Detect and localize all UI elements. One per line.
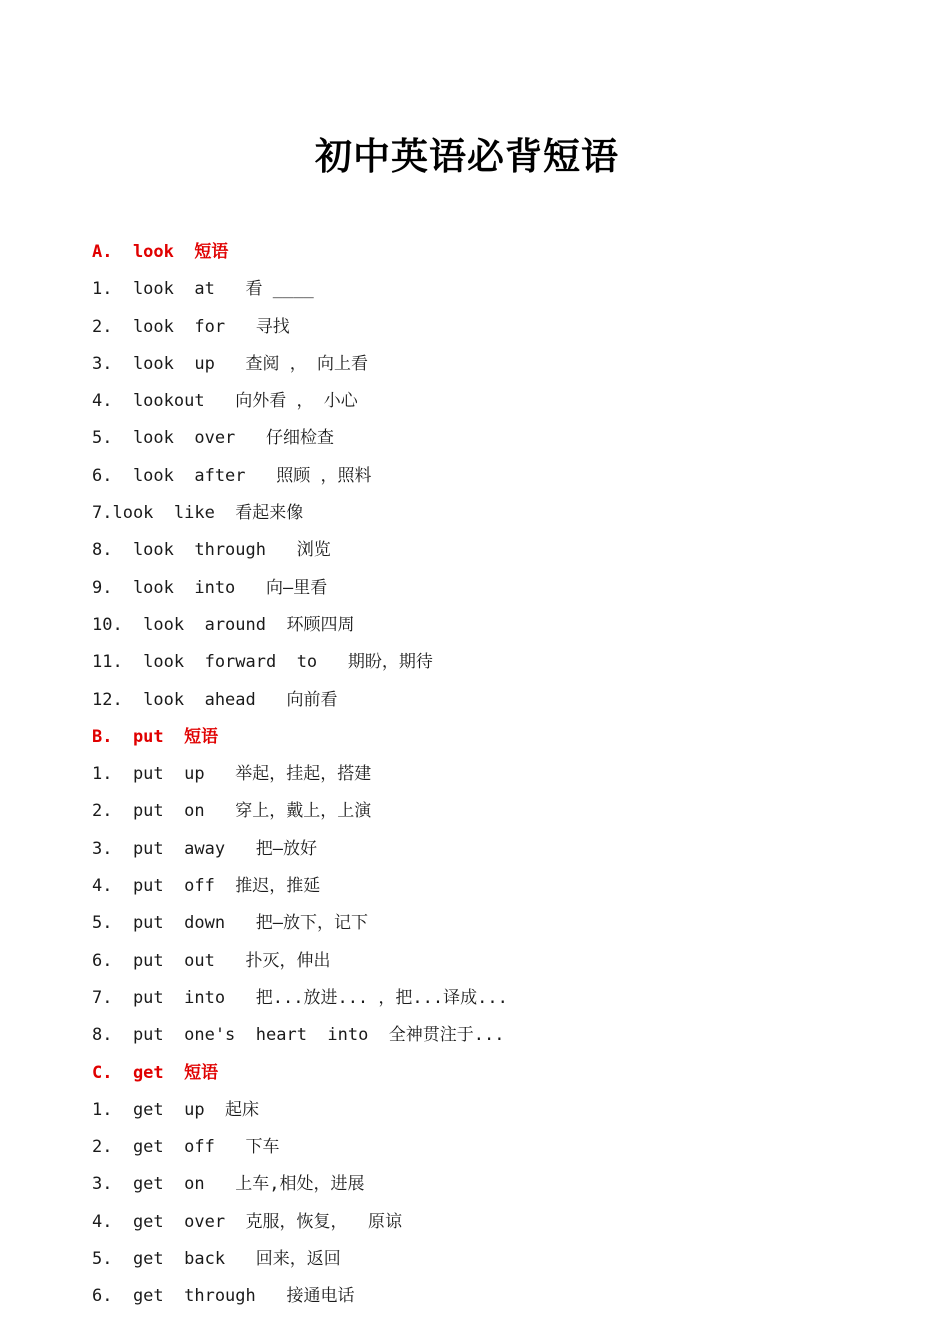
- list-item: 2. get off 下车: [92, 1137, 280, 1158]
- list-item: 1. get up 起床: [92, 1099, 260, 1120]
- list-item: 7. put into 把...放进... ，把...译成...: [92, 987, 508, 1008]
- list-item: 6. put out 扑灭，伸出: [92, 950, 331, 971]
- list-item: 1. look at 看 ____: [92, 279, 314, 300]
- list-item: 11. look forward to 期盼，期待: [92, 652, 433, 673]
- list-item: 5. look over 仔细检查: [92, 428, 334, 449]
- page-title: 初中英语必背短语: [315, 135, 619, 178]
- phrase-list: [92, 239, 892, 1321]
- list-item: 1. put up 举起，挂起，搭建: [92, 764, 372, 785]
- list-item: 4. lookout 向外看 ， 小心: [92, 391, 358, 412]
- list-item: 4. get over 克服，恢复， 原谅: [92, 1211, 402, 1232]
- list-item: 6. get through 接通电话: [92, 1286, 355, 1307]
- list-item: 4. put off 推迟，推延: [92, 876, 321, 897]
- list-item: 10. look around 环顾四周: [92, 614, 355, 635]
- list-item: 8. put one's heart into 全神贯注于...: [92, 1025, 505, 1046]
- list-item: 2. put on 穿上，戴上，上演: [92, 801, 372, 822]
- list-item: 8. look through 浏览: [92, 540, 331, 561]
- section-heading-put: B. put 短语: [92, 726, 219, 747]
- list-item: 6. look after 照顾 ，照料: [92, 465, 372, 486]
- list-item: 3. get on 上车,相处，进展: [92, 1174, 365, 1195]
- list-item: 3. put away 把—放好: [92, 838, 317, 859]
- list-item: 9. look into 向—里看: [92, 577, 328, 598]
- list-item: 2. look for 寻找: [92, 316, 290, 337]
- section-heading-look: A. look 短语: [92, 242, 229, 262]
- list-item: 5. put down 把—放下，记下: [92, 913, 368, 934]
- list-item: 5. get back 回来，返回: [92, 1249, 341, 1270]
- list-item: 3. look up 查阅 ， 向上看: [92, 353, 368, 374]
- list-item: 12. look ahead 向前看: [92, 689, 338, 710]
- section-heading-get: C. get 短语: [92, 1062, 219, 1083]
- list-item: 7.look like 看起来像: [92, 503, 304, 524]
